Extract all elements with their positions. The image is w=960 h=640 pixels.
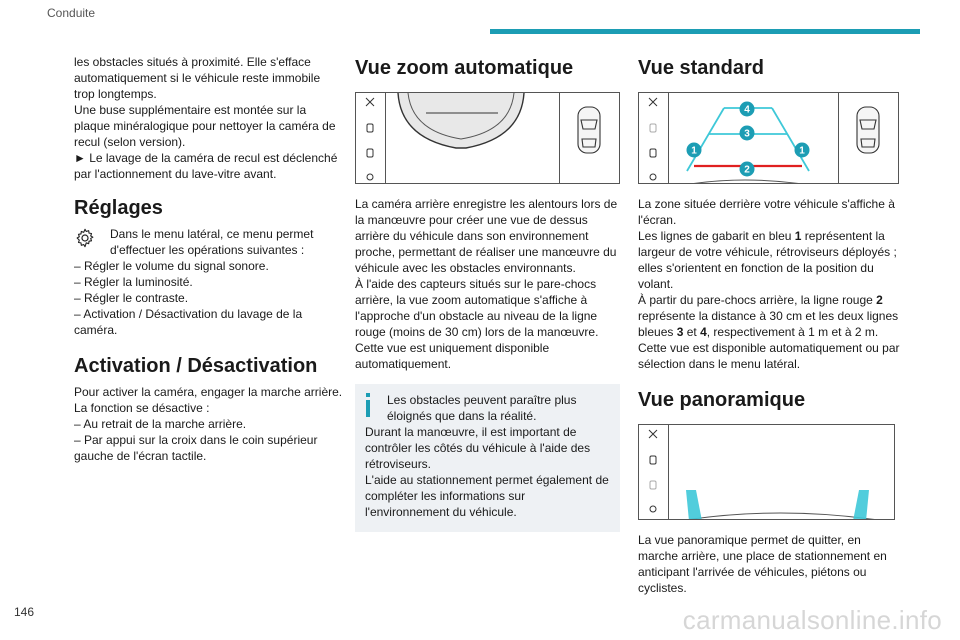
watermark: carmanualsonline.info: [682, 605, 942, 635]
std-text-g: et: [683, 325, 701, 339]
badge-4: [740, 102, 755, 117]
badge-1-left-text: 1: [691, 145, 697, 157]
std-text-b: 1: [794, 229, 802, 243]
activation-text: Pour activer la caméra, engager la marche arrière. La fonction se désactive : – Au retrait de la marche arrière. – Par appui sur la croix dans le coin supérieur gauche de l'écran tactile.: [74, 385, 343, 463]
standard-view-illustration: [639, 93, 899, 184]
intro-paragraph: les obstacles situés à proximité. Elle s'efface automatiquement si le véhicule reste immobile trop longtemps. Une buse supplémentaire est montée sur la plaque minéralogique pour nettoyer la caméra de recul (selon version). ► Le lavage de la caméra de recul est déclenché par l'actionnement du lave-vitre avant.: [74, 55, 338, 181]
std-text-c: représentent la largeur de votre véhicule, rétroviseurs déployés ; elles s'orientent en fonction de la position du volant. À partir du pare-chocs arrière, la ligne rouge: [638, 229, 897, 307]
close-icon: [366, 98, 374, 106]
settings-title: Réglages: [74, 197, 163, 219]
zoom-view-text: La caméra arrière enregistre les alentours lors de la manœuvre pour créer une vue de dessus arrière du véhicule dans son environnement proche, permettant de réaliser une manœuvre du véhicule avec les obstacles environnants. À l'aide des capteurs situés sur le pare-chocs arrière, la vue zoom automatique s'affiche à l'approche d'un obstacle au niveau de la ligne rouge (moins de 30 cm) lors de la manœuvre. Cette vue est uniquement disponible automatiquement.: [355, 197, 618, 371]
std-text-e: représente la distance à 30 cm et les deux lignes bleues: [638, 309, 899, 339]
gear-icon: [74, 227, 96, 249]
page-number: 146: [14, 605, 35, 619]
standard-view-title: Vue standard: [638, 57, 764, 79]
header-accent-bar: [490, 29, 920, 34]
panoramic-view-illustration: [639, 425, 895, 520]
badge-4-text: 4: [744, 104, 750, 116]
info-first-text: Les obstacles peuvent paraître plus éloignés que dans la réalité.: [387, 393, 577, 423]
standard-view-text: [638, 196, 903, 372]
badge-1-right: [795, 143, 810, 158]
column-left: [74, 54, 344, 464]
badge-3: [740, 126, 755, 141]
badge-1-left: [687, 143, 702, 158]
std-text-d: 2: [876, 293, 883, 307]
panoramic-view-screen: [638, 424, 895, 520]
panoramic-view-title: Vue panoramique: [638, 389, 806, 411]
settings-block: [74, 226, 344, 258]
std-text-a: La zone située derrière votre véhicule s'affiche à l'écran. Les lignes de gabarit en bleu: [638, 197, 895, 243]
column-middle: [355, 54, 620, 532]
info-rest-text: Durant la manœuvre, il est important de contrôler les côtés du véhicule à l'aide des rétroviseurs. L'aide au stationnement permet également de compléter les informations sur l'environnement du véhicule.: [365, 425, 609, 519]
badge-3-text: 3: [744, 128, 750, 140]
zoom-view-title: Vue zoom automatique: [355, 57, 574, 79]
badge-2: [740, 162, 755, 177]
info-icon: [365, 393, 371, 417]
badge-2-text: 2: [744, 164, 750, 176]
settings-text: Dans le menu latéral, ce menu permet d'effectuer les opérations suivantes :: [110, 227, 314, 257]
settings-list: – Régler le volume du signal sonore. – Régler la luminosité. – Régler le contraste. – Activation / Désactivation du lavage de la caméra.: [74, 259, 303, 337]
activation-title: Activation / Désactivation: [74, 355, 318, 377]
badge-1-right-text: 1: [799, 145, 805, 157]
close-icon: [649, 430, 657, 438]
zoom-view-illustration: [356, 93, 620, 184]
standard-view-screen: [638, 92, 899, 184]
info-box: [355, 384, 620, 532]
close-icon: [649, 98, 657, 106]
std-text-i: , respectivement à 1 m et à 2 m. Cette vue est disponible automatiquement ou par sélection dans le menu latéral.: [638, 325, 900, 371]
column-right: [638, 54, 903, 596]
panoramic-view-text: La vue panoramique permet de quitter, en marche arrière, une place de stationnement en anticipant l'arrivée de véhicules, piétons ou cyclistes.: [638, 533, 887, 595]
header-section-label: Conduite: [47, 6, 96, 20]
std-text-f: 3: [676, 325, 684, 339]
std-text-h: 4: [700, 325, 707, 339]
zoom-view-screen: [355, 92, 620, 184]
